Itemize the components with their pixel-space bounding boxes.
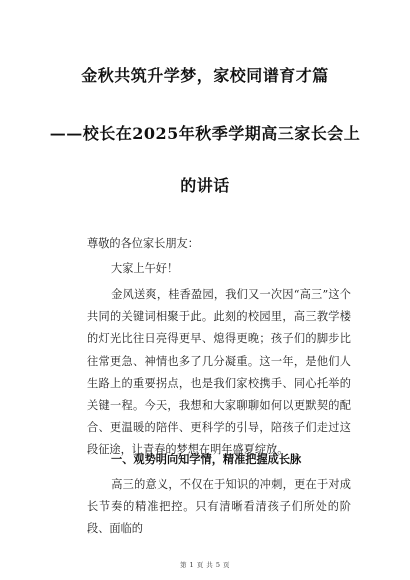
page-footer: 第 1 页 共 5 页 xyxy=(179,561,231,569)
salutation: 尊敬的各位家长朋友： xyxy=(87,237,199,250)
document-title-line-3: 的讲话 xyxy=(180,176,230,195)
document-title-line-2: ——校长在2025年秋季学期高三家长会上 xyxy=(49,124,361,143)
section-heading-1: 一、观势明向知学情，精准把握成长脉 xyxy=(111,452,302,466)
paragraph-1 xyxy=(87,284,351,462)
document-title-line-1: 金秋共筑升学梦，家校同谱育才篇 xyxy=(81,66,329,85)
paragraph-2 xyxy=(87,474,351,541)
greeting: 大家上午好！ xyxy=(111,262,179,275)
paragraph-2-text: 高三的意义，不仅在于知识的冲刺，更在于对成长节奏的精准把控。只有清晰看清孩子们所处的阶段、面临的 xyxy=(87,478,351,536)
paragraph-1-text: 金风送爽，桂香盈园，我们又一次因“高三”这个共同的关键词相聚于此。此刻的校园里，高三教学楼的灯光比往日亮得更早、熄得更晚；孩子们的脚步比往常更急、神情也多了几分凝重。这一年，是他们人生路上的重要拐点，也是我们家校携手、同心托举的关键一程。今天，我想和大家聊聊如何以更默契的配合、更温暖的陪伴、更科学的引导，陪孩子们走过这段征途，让青春的梦想在明年盛夏绽放。 xyxy=(87,288,351,457)
